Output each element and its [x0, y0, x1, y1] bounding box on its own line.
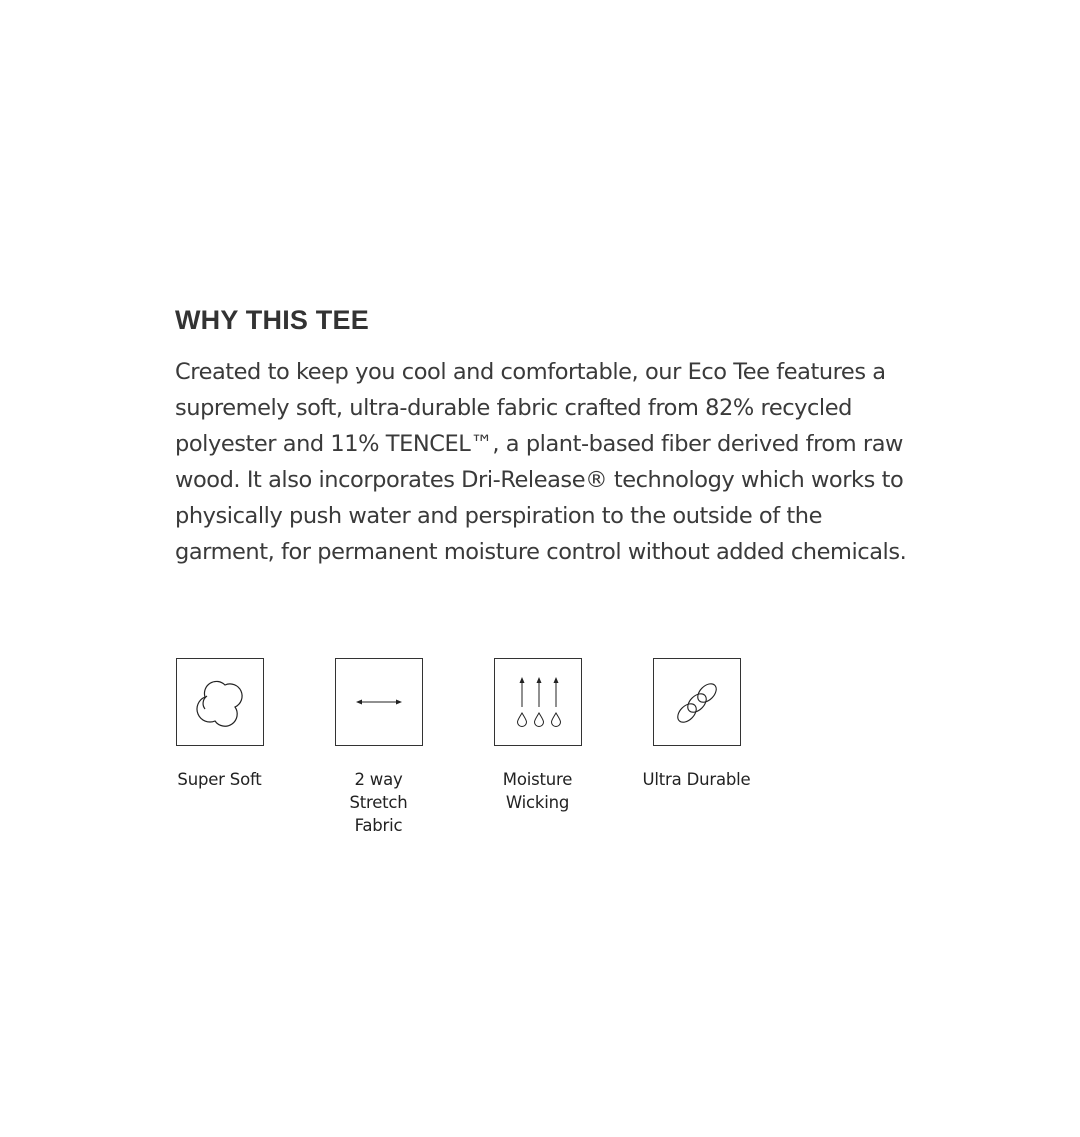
two-way-arrow-icon	[335, 658, 423, 746]
feature-item-moisture-wicking	[493, 658, 582, 837]
why-this-tee-section	[175, 300, 910, 570]
feature-item-stretch	[334, 658, 423, 837]
feature-item-super-soft	[175, 658, 264, 837]
feature-label: Super Soft	[177, 770, 262, 789]
feature-list	[175, 658, 751, 837]
section-title: WHY THIS TEE	[175, 305, 369, 335]
chain-link-icon	[653, 658, 741, 746]
feature-label: Ultra Durable	[642, 770, 751, 789]
feature-item-ultra-durable	[642, 658, 751, 837]
section-description: Created to keep you cool and comfortable, our Eco Tee features a supremely soft, ultra-durable fabric crafted from 82% recycled polyester and 11% TENCEL™, a plant-based fiber derived from raw wood. It also incorporates Dri-Release® technology which works to physically push water and perspiration to the outside of the garment, for permanent moisture control without added chemicals.	[175, 359, 907, 565]
soft-cloud-icon	[176, 658, 264, 746]
feature-label: 2 way Stretch Fabric	[349, 770, 408, 835]
moisture-wicking-icon	[494, 658, 582, 746]
feature-label: Moisture Wicking	[502, 770, 573, 812]
